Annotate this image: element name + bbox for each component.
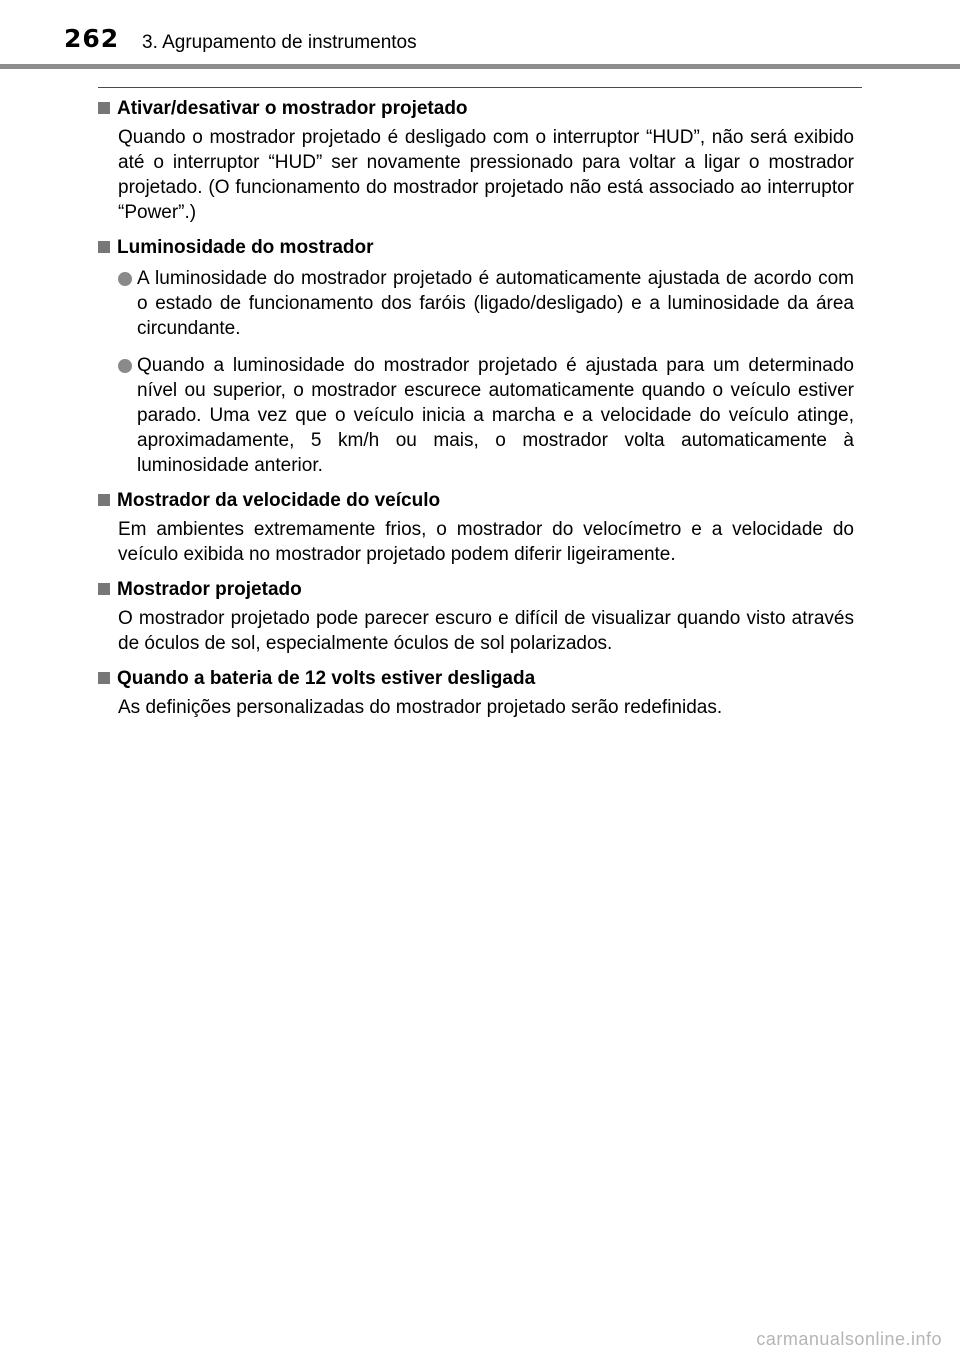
section-brightness [98, 235, 862, 478]
section-body: As definições personalizadas do mostrador projetado serão redefinidas. [118, 697, 723, 718]
section-body: Quando o mostrador projetado é desligado com o interruptor “HUD”, não será exibido até o interruptor “HUD” ser novamente pressionado para voltar a ligar o mostrador projetado. (O funcionamento do mostrador projetado não está associado ao interruptor “Power”.) [118, 127, 854, 223]
section-heading-text: Mostrador projetado [117, 579, 302, 600]
list-item-text: Quando a luminosidade do mostrador projetado é ajustada para um determinado nível ou superior, o mostrador escurece automaticamente quando o veículo estiver parado. Uma vez que o veículo inicia a marcha e a velocidade do veículo atinge, aproximadamente, 5 km/h ou mais, o mostrador volta automaticamente à luminosidade anterior. [137, 355, 854, 476]
list-item [118, 353, 854, 478]
square-bullet-icon [98, 494, 110, 506]
content [98, 96, 862, 730]
section-projected-display [98, 577, 862, 656]
square-bullet-icon [98, 672, 110, 684]
section-heading [98, 577, 862, 602]
section-heading [98, 666, 862, 691]
section-body: O mostrador projetado pode parecer escuro e difícil de visualizar quando visto através de óculos de sol, especialmente óculos de sol polarizados. [118, 608, 854, 654]
section-heading [98, 235, 862, 260]
chapter-title: 3. Agrupamento de instrumentos [142, 32, 417, 53]
section-heading [98, 488, 862, 513]
page-number: 262 [64, 24, 120, 53]
square-bullet-icon [98, 241, 110, 253]
section-divider [98, 87, 862, 88]
section-heading-text: Ativar/desativar o mostrador projetado [117, 98, 468, 119]
section-heading-text: Quando a bateria de 12 volts estiver desligada [117, 668, 536, 689]
square-bullet-icon [98, 583, 110, 595]
page-header [0, 0, 960, 70]
list-item [118, 266, 854, 341]
section-speed-display [98, 488, 862, 567]
circle-bullet-icon [118, 272, 132, 286]
section-heading-text: Luminosidade do mostrador [117, 237, 374, 258]
section-heading [98, 96, 862, 121]
circle-bullet-icon [118, 359, 132, 373]
section-battery [98, 666, 862, 720]
watermark-link[interactable]: carmanualsonline.info [756, 1329, 942, 1349]
section-heading-text: Mostrador da velocidade do veículo [117, 490, 441, 511]
header-divider [0, 64, 960, 69]
square-bullet-icon [98, 102, 110, 114]
list-item-text: A luminosidade do mostrador projetado é automaticamente ajustada de acordo com o estado de funcionamento dos faróis (ligado/desligado) e a luminosidade da área circundante. [137, 268, 854, 339]
section-hud-toggle [98, 96, 862, 225]
section-body: Em ambientes extremamente frios, o mostrador do velocímetro e a velocidade do veículo exibida no mostrador projetado podem diferir ligeiramente. [118, 519, 854, 565]
